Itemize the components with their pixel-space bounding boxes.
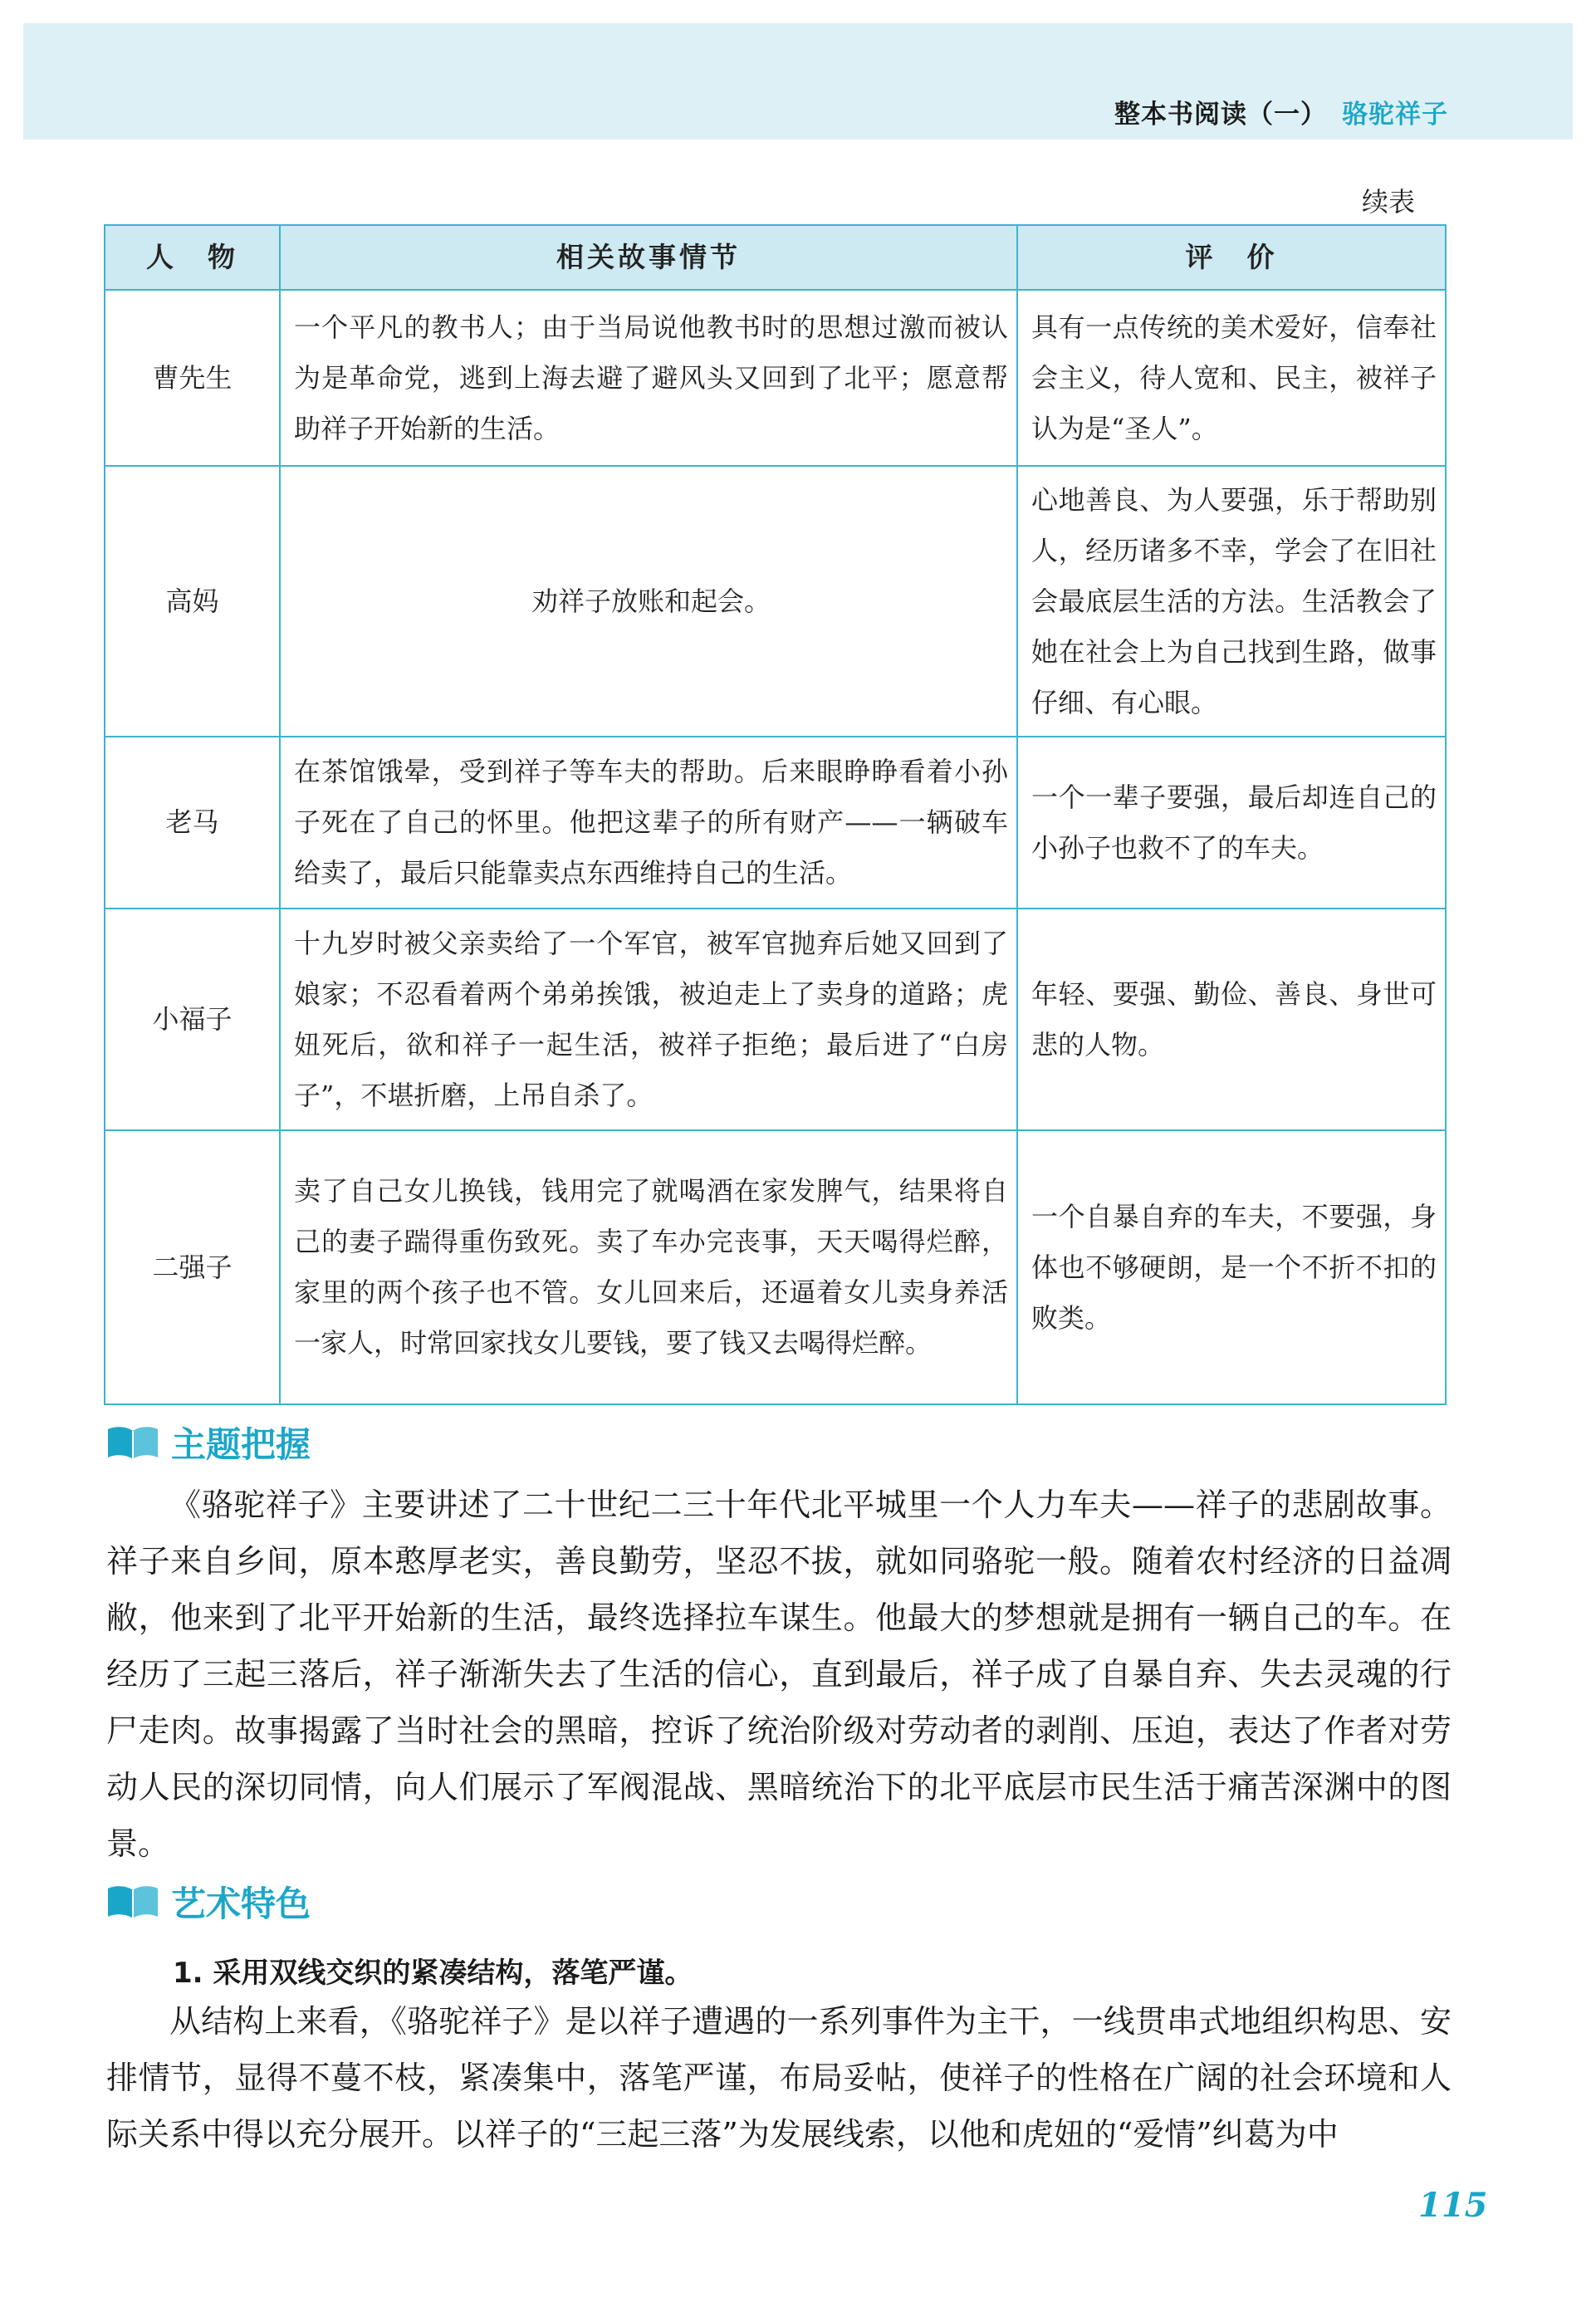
theme-heading-text: 主题把握 [171, 1424, 311, 1465]
story-cell: 十九岁时被父亲卖给了一个军官，被军官抛弃后她又回到了娘家；不忍看着两个弟弟挨饿，被迫走上了卖身的道路；虎妞死后，欲和祥子一起生活，被祥子拒绝；最后进了“白房子”，不堪折磨，上吊自杀了。 [280, 909, 1017, 1130]
book-icon [106, 1883, 159, 1920]
character-table [104, 224, 1447, 1405]
story-cell: 在茶馆饿晕，受到祥子等车夫的帮助。后来眼睁睁看着小孙子死在了自己的怀里。他把这辈子的所有财产——一辆破车给卖了，最后只能靠卖点东西维持自己的生活。 [280, 737, 1017, 909]
table-header-row [105, 225, 1446, 290]
character-name: 老马 [105, 737, 280, 909]
table-row [105, 1130, 1446, 1404]
book-icon [106, 1424, 159, 1461]
evaluation-cell: 心地善良、为人要强，乐于帮助别人，经历诸多不幸，学会了在旧社会最底层生活的方法。生活教会了她在社会上为自己找到生路，做事仔细、有心眼。 [1017, 466, 1446, 737]
book-title: 骆驼祥子 [1342, 100, 1448, 130]
character-name: 小福子 [105, 909, 280, 1130]
story-cell: 卖了自己女儿换钱，钱用完了就喝酒在家发脾气，结果将自己的妻子踹得重伤致死。卖了车办完丧事，天天喝得烂醉，家里的两个孩子也不管。女儿回来后，还逼着女儿卖身养活一家人，时常回家找女儿要钱，要了钱又去喝得烂醉。 [280, 1130, 1017, 1404]
character-name: 曹先生 [105, 290, 280, 466]
theme-paragraph: 《骆驼祥子》主要讲述了二十世纪二三十年代北平城里一个人力车夫——祥子的悲剧故事。祥子来自乡间，原本憨厚老实，善良勤劳，坚忍不拔，就如同骆驼一般。随着农村经济的日益凋敝，他来到了北平开始新的生活，最终选择拉车谋生。他最大的梦想就是拥有一辆自己的车。在经历了三起三落后，祥子渐渐失去了生活的信心，直到最后，祥子成了自暴自弃、失去灵魂的行尸走肉。故事揭露了当时社会的黑暗，控诉了统治阶级对劳动者的剥削、压迫，表达了作者对劳动人民的深切同情，向人们展示了军阀混战、黑暗统治下的北平底层市民生活于痛苦深渊中的图景。 [106, 1487, 1452, 1862]
art-heading-text: 艺术特色 [171, 1883, 311, 1924]
art-point-1: 1. 采用双线交织的紧凑结构，落笔严谨。 [173, 1957, 693, 1990]
evaluation-cell: 具有一点传统的美术爱好，信奉社会主义，待人宽和、民主，被祥子认为是“圣人”。 [1017, 290, 1446, 466]
header-evaluation: 评 价 [1017, 225, 1446, 290]
art-paragraph: 从结构上来看，《骆驼祥子》是以祥子遭遇的一系列事件为主干，一线贯串式地组织构思、安排情节，显得不蔓不枝，紧凑集中，落笔严谨，布局妥帖，使祥子的性格在广阔的社会环境和人际关系中得以充分展开。以祥子的“三起三落”为发展线索，以他和虎妞的“爱情”纠葛为中 [106, 2003, 1452, 2153]
header-character: 人 物 [105, 225, 280, 290]
continued-label: 续表 [1362, 186, 1416, 218]
header-story: 相关故事情节 [280, 225, 1017, 290]
series-title: 整本书阅读（一） [1114, 100, 1327, 130]
running-header [1114, 93, 1448, 130]
table-row [105, 909, 1446, 1130]
table-row [105, 290, 1446, 466]
story-cell: 劝祥子放账和起会。 [280, 466, 1017, 737]
evaluation-cell: 年轻、要强、勤俭、善良、身世可悲的人物。 [1017, 909, 1446, 1130]
theme-heading [106, 1418, 311, 1467]
table-row [105, 737, 1446, 909]
evaluation-cell: 一个自暴自弃的车夫，不要强，身体也不够硬朗，是一个不折不扣的败类。 [1017, 1130, 1446, 1404]
art-heading [106, 1877, 311, 1927]
evaluation-cell: 一个一辈子要强，最后却连自己的小孙子也救不了的车夫。 [1017, 737, 1446, 909]
table-row [105, 466, 1446, 737]
character-name: 高妈 [105, 466, 280, 737]
story-cell: 一个平凡的教书人；由于当局说他教书时的思想过激而被认为是革命党，逃到上海去避了避风头又回到了北平；愿意帮助祥子开始新的生活。 [280, 290, 1017, 466]
character-name: 二强子 [105, 1130, 280, 1404]
page-number: 115 [1418, 2186, 1488, 2225]
